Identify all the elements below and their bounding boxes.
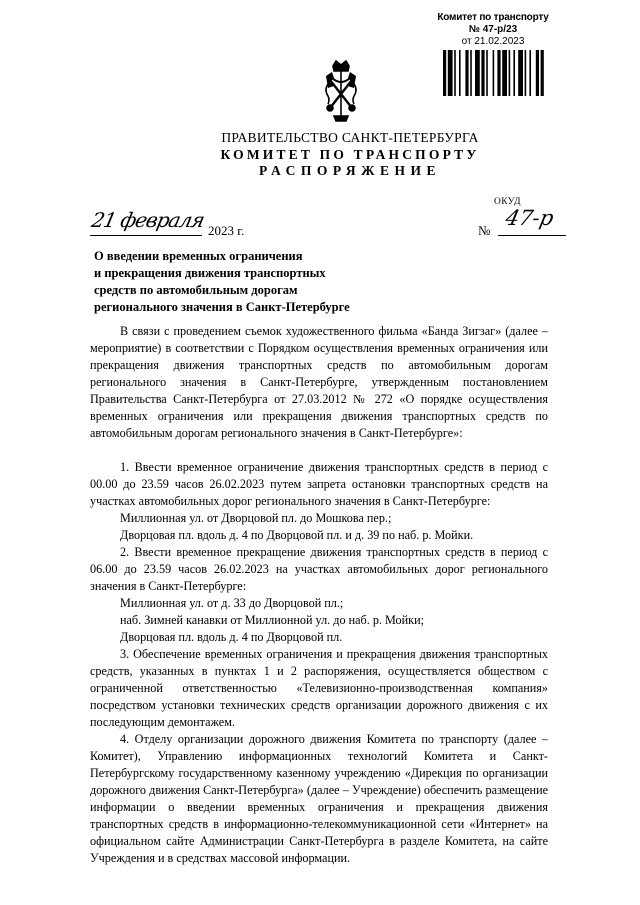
handwritten-number: 47-р: [503, 206, 556, 230]
item-1: 1. Ввести временное ограничение движения транспортных средств в период с 00.00 до 23.59 часов 26.02.2023 путем запрета остановки транспортных средств на участках автомобильных дорог регионального значения в Санкт-Петербурге:: [90, 460, 548, 508]
handwritten-date: 21 февраля: [89, 208, 207, 232]
stamp-date: от 21.02.2023: [461, 36, 525, 47]
okud-label: ОКУД: [494, 197, 521, 207]
preamble-paragraph: В связи с проведением съемок художественного фильма «Банда Зигзаг» (далее – мероприятие) в соответствии с Порядком осуществления временных ограничения или прекращения движения транспортных средств по автомобильным дорогам регионального значения в Санкт-Петербурге, утвержденным постановлением Правительства Санкт-Петербурга от 27.03.2012 № 272 «О порядке осуществления временных ограничения или прекращения движения транспортных средств по автомобильным дорогам регионального значения в Санкт-Петербурге»:: [90, 324, 548, 440]
subject-line: О введении временных ограничения: [94, 249, 303, 263]
item-2: 2. Ввести временное прекращение движения транспортных средств в период с 06.00 до 23.59 часов 26.02.2023 на участках автомобильных дорог регионального значения в Санкт-Петербурге:: [90, 545, 548, 593]
item-2-location-c: Дворцовая пл. вдоль д. 4 по Дворцовой пл.: [120, 630, 343, 644]
subject-line: средств по автомобильным дорогам: [94, 283, 298, 297]
committee-name: КОМИТЕТ ПО ТРАНСПОРТУ: [220, 147, 480, 162]
document-body: [90, 323, 548, 867]
subject-line: регионального значения в Санкт-Петербурге: [94, 300, 350, 314]
item-1-location-b: Дворцовая пл. вдоль д. 4 по Дворцовой пл. и д. 39 по наб. р. Мойки.: [120, 528, 474, 542]
subject-line: и прекращения движения транспортных: [94, 266, 326, 280]
registration-stamp: [418, 12, 568, 48]
stamp-number: № 47-р/23: [468, 24, 518, 35]
barcode: [443, 50, 565, 96]
number-label: №: [478, 223, 491, 238]
item-2-location-b: наб. Зимней канавки от Миллионной ул. до наб. р. Мойки;: [120, 613, 425, 627]
item-1-location-a: Миллионная ул. от Дворцовой пл. до Мошкова пер.;: [120, 511, 392, 525]
item-4: 4. Отделу организации дорожного движения Комитета по транспорту (далее – Комитет), Управлению информационных технологий Комитета и Санкт-Петербургскому государственному казенному учреждению «Дирекция по организации дорожного движения Санкт-Петербурга» (далее – Учреждение) обеспечить размещение информации о введении временных ограничения и прекращения движения транспортных средств в информационно-телекоммуникационной сети «Интернет» на официальном сайте Администрации Санкт-Петербурга в разделе Комитета, на сайте Учреждения и в средствах массовой информации.: [90, 732, 548, 865]
government-name: ПРАВИТЕЛЬСТВО САНКТ-ПЕТЕРБУРГА: [221, 130, 479, 145]
document-subject: [94, 248, 394, 316]
item-2-location-a: Миллионная ул. от д. 33 до Дворцовой пл.;: [120, 596, 344, 610]
document-type: РАСПОРЯЖЕНИЕ: [258, 163, 442, 178]
item-3: 3. Обеспечение временных ограничения и прекращения движения транспортных средств, указанных в пунктах 1 и 2 распоряжения, осуществляется обществом с ограниченной ответственностью «Телевизионно-производственная компания» посредством установки технических средств организации дорожного движения с их последующим демонтажем.: [90, 647, 548, 729]
stamp-org: Комитет по транспорту: [437, 12, 549, 23]
date-year: 2023 г.: [208, 223, 245, 238]
coat-of-arms-icon: [318, 60, 364, 124]
